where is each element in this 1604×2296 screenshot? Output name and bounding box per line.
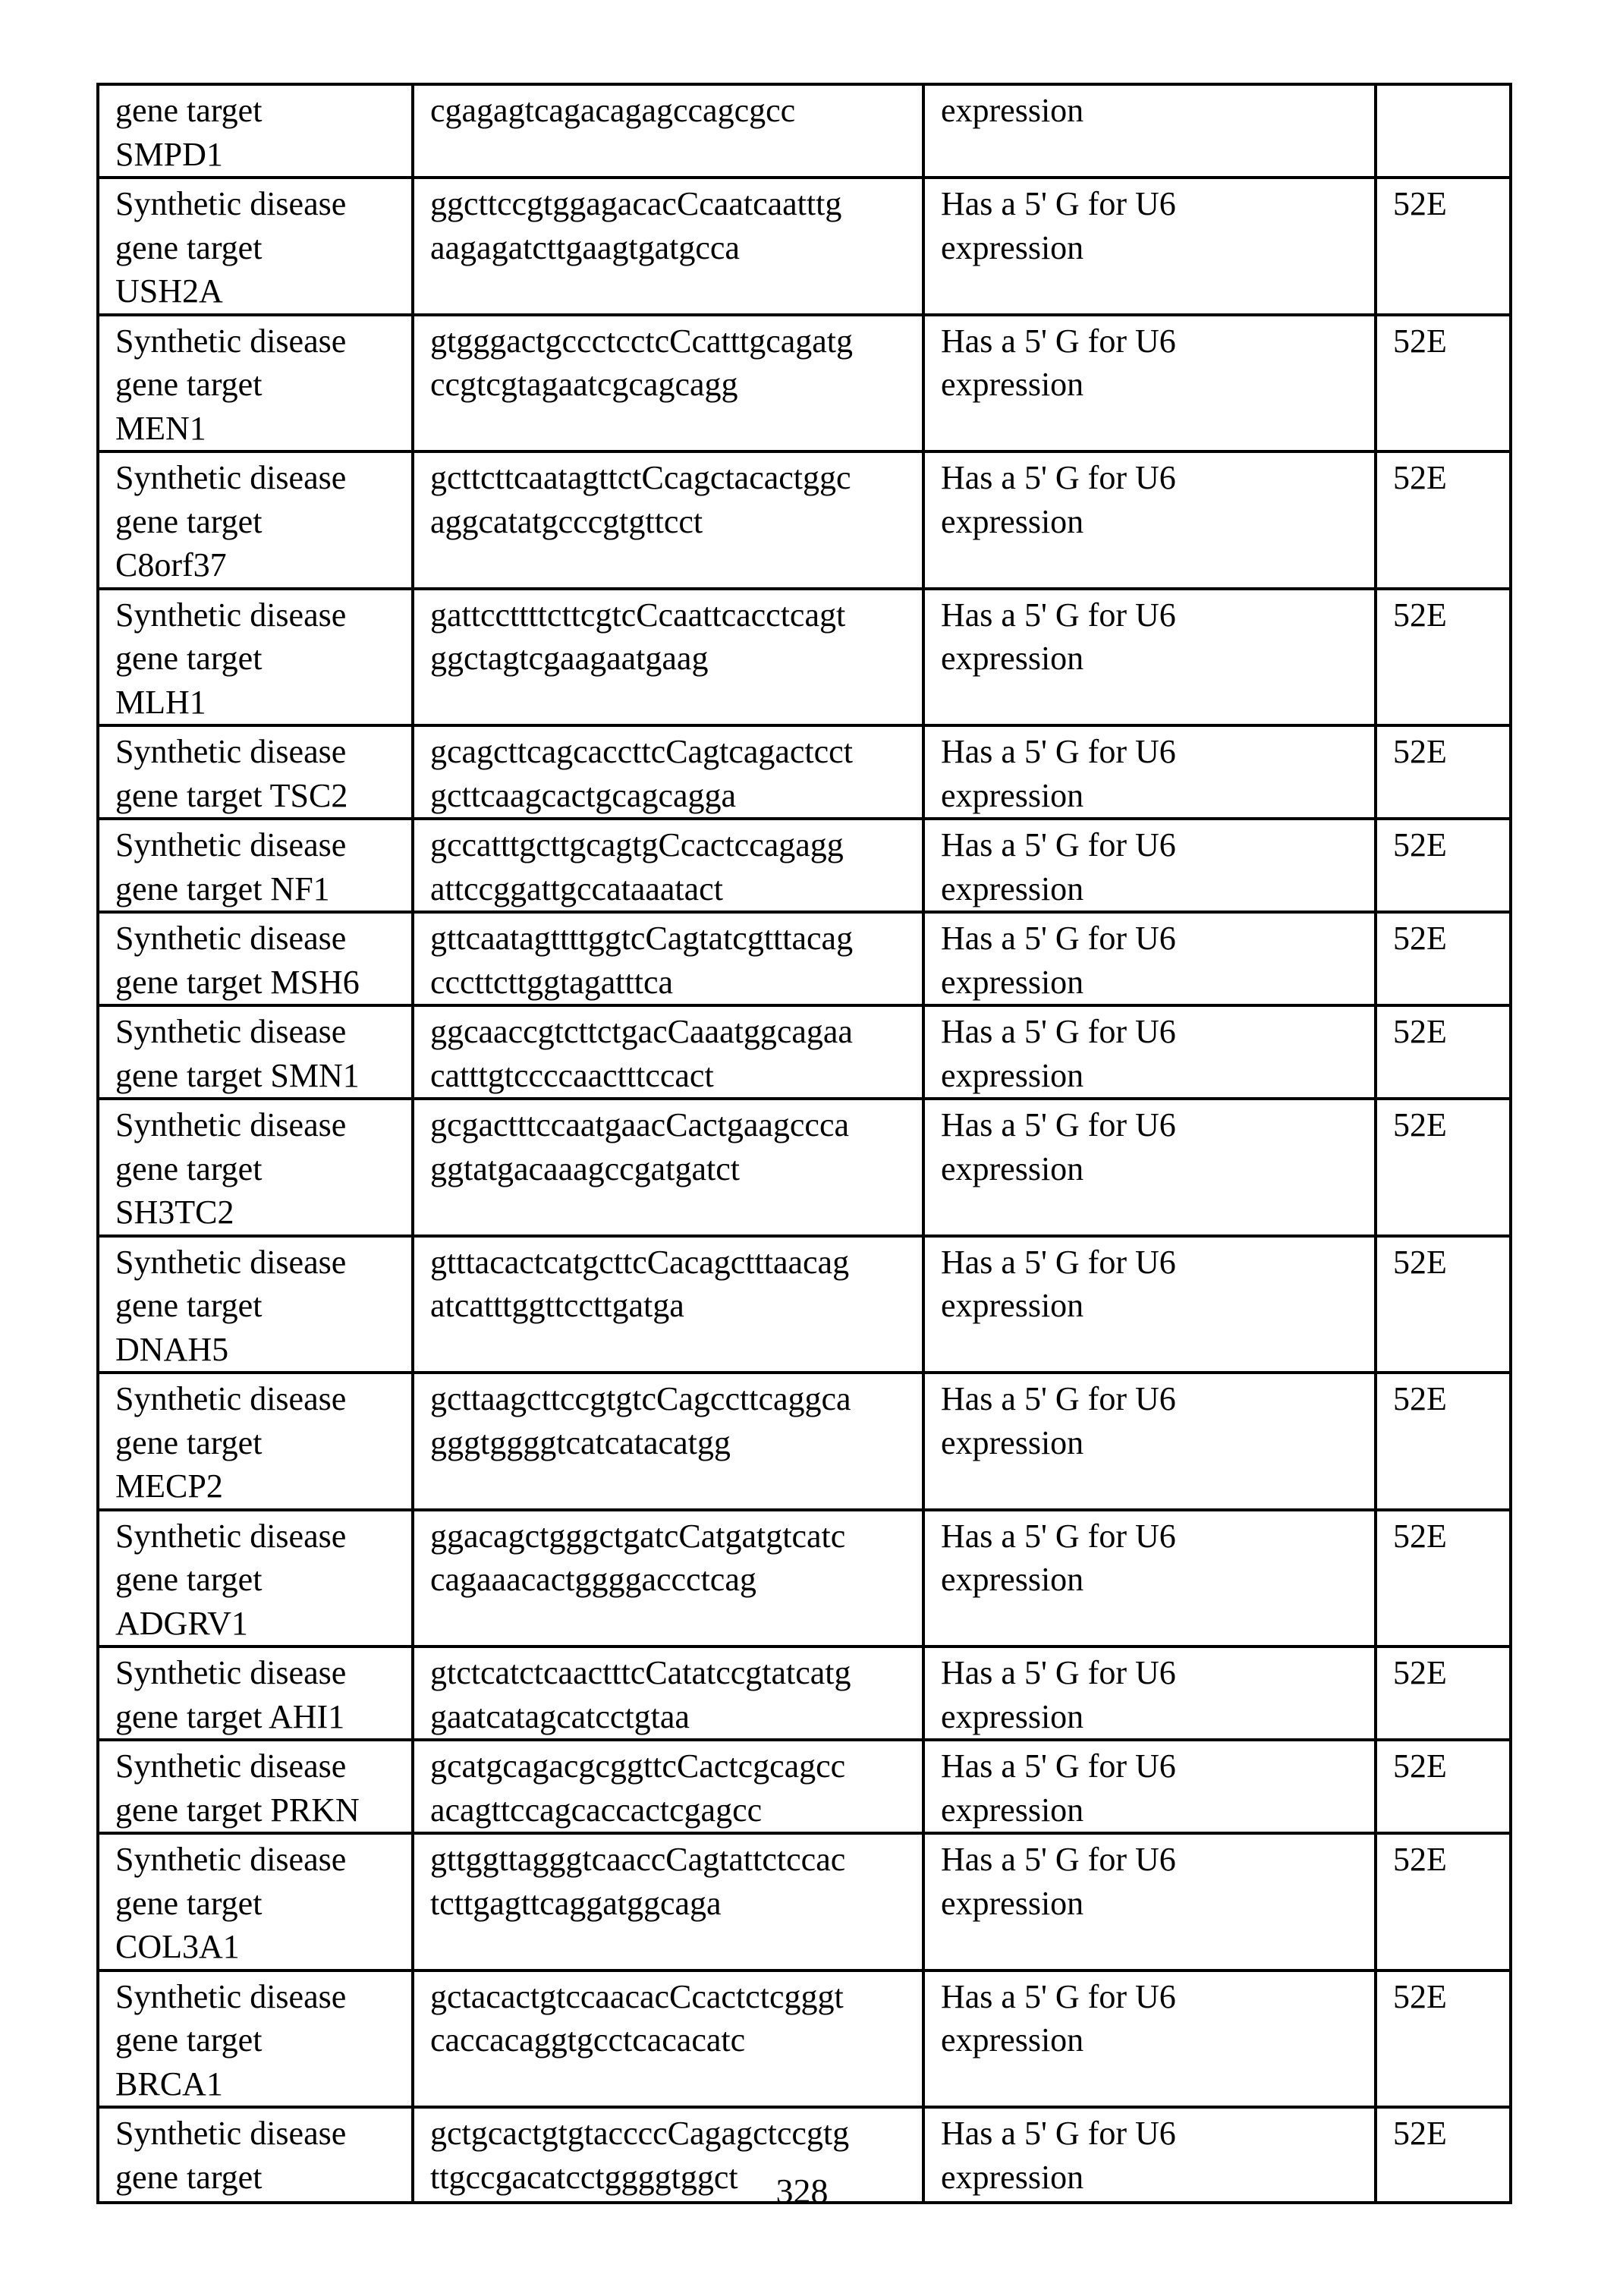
gene-target-text: gene target xyxy=(115,1882,404,1926)
note-text: Has a 5' G for U6 xyxy=(941,182,1367,226)
note-cell xyxy=(923,1647,1376,1740)
note-text: expression xyxy=(941,1421,1367,1465)
gene-target-text: Synthetic disease xyxy=(115,182,404,226)
figure-cell xyxy=(1376,1833,1511,1970)
gene-target-cell xyxy=(98,84,413,178)
sequence-cell xyxy=(413,1970,923,2108)
sequence-text: gcgactttccaatgaacCactgaagccca xyxy=(430,1103,916,1147)
figure-reference: 52E xyxy=(1393,1241,1502,1285)
gene-target-text: MLH1 xyxy=(115,681,404,725)
sequence-cell xyxy=(413,1005,923,1099)
gene-target-text: Synthetic disease xyxy=(115,1377,404,1421)
note-text: expression xyxy=(941,226,1367,270)
gene-target-cell xyxy=(98,912,413,1005)
figure-cell xyxy=(1376,1740,1511,1833)
note-text: Has a 5' G for U6 xyxy=(941,823,1367,867)
sequence-text: acagttccagcaccactcgagcc xyxy=(430,1788,916,1832)
figure-reference: 52E xyxy=(1393,593,1502,637)
note-cell xyxy=(923,451,1376,589)
gene-target-text: gene target xyxy=(115,226,404,270)
table-row xyxy=(98,451,1511,589)
sequence-text: gccatttgcttgcagtgCcactccagagg xyxy=(430,823,916,867)
sequence-cell xyxy=(413,84,923,178)
note-cell xyxy=(923,1236,1376,1373)
sequence-text: gttggttagggtcaaccCagtattctccac xyxy=(430,1838,916,1882)
sequence-cell xyxy=(413,451,923,589)
gene-target-text: Synthetic disease xyxy=(115,730,404,774)
figure-cell xyxy=(1376,451,1511,589)
gene-target-text: Synthetic disease xyxy=(115,823,404,867)
sequence-cell xyxy=(413,178,923,315)
sequence-text: atcatttggttccttgatga xyxy=(430,1284,916,1328)
sequence-text: gaatcatagcatcctgtaa xyxy=(430,1695,916,1739)
guide-sequence-table xyxy=(96,83,1512,2204)
gene-target-text: gene target xyxy=(115,500,404,544)
figure-reference: 52E xyxy=(1393,456,1502,500)
gene-target-text: Synthetic disease xyxy=(115,1103,404,1147)
figure-reference: 52E xyxy=(1393,730,1502,774)
note-text: Has a 5' G for U6 xyxy=(941,456,1367,500)
note-text: expression xyxy=(941,637,1367,681)
gene-target-text: C8orf37 xyxy=(115,543,404,587)
note-cell xyxy=(923,178,1376,315)
sequence-text: gtctcatctcaactttcCatatccgtatcatg xyxy=(430,1651,916,1695)
table-row xyxy=(98,1373,1511,1510)
gene-target-text: Synthetic disease xyxy=(115,1838,404,1882)
gene-target-cell xyxy=(98,315,413,452)
note-cell xyxy=(923,1833,1376,1970)
note-text: Has a 5' G for U6 xyxy=(941,917,1367,961)
sequence-text: gggtggggtcatcatacatgg xyxy=(430,1421,916,1465)
sequence-cell xyxy=(413,819,923,912)
sequence-text: gcagcttcagcaccttcCagtcagactcct xyxy=(430,730,916,774)
note-text: expression xyxy=(941,500,1367,544)
note-text: expression xyxy=(941,1284,1367,1328)
table-row xyxy=(98,725,1511,819)
sequence-text: ccgtcgtagaatcgcagcagg xyxy=(430,363,916,407)
gene-target-text: SMPD1 xyxy=(115,133,404,177)
gene-target-cell xyxy=(98,819,413,912)
gene-target-cell xyxy=(98,1099,413,1236)
table-row xyxy=(98,1833,1511,1970)
figure-reference: 52E xyxy=(1393,1838,1502,1882)
table-row xyxy=(98,1510,1511,1647)
note-text: Has a 5' G for U6 xyxy=(941,1241,1367,1285)
figure-reference: 52E xyxy=(1393,1651,1502,1695)
figure-cell xyxy=(1376,589,1511,726)
sequence-text: caccacaggtgcctcacacatc xyxy=(430,2018,916,2062)
gene-target-text: gene target xyxy=(115,1421,404,1465)
gene-target-text: gene target TSC2 xyxy=(115,774,404,818)
note-text: expression xyxy=(941,1788,1367,1832)
sequence-text: gctgcactgtgtaccccCagagctccgtg xyxy=(430,2112,916,2156)
note-cell xyxy=(923,725,1376,819)
gene-target-cell xyxy=(98,1510,413,1647)
gene-target-text: Synthetic disease xyxy=(115,456,404,500)
sequence-text: ggacagctgggctgatcCatgatgtcatc xyxy=(430,1514,916,1558)
gene-target-text: gene target xyxy=(115,637,404,681)
table-row xyxy=(98,589,1511,726)
note-cell xyxy=(923,1970,1376,2108)
sequence-cell xyxy=(413,1647,923,1740)
note-text: expression xyxy=(941,961,1367,1005)
sequence-text: cagaaacactggggaccctcag xyxy=(430,1558,916,1602)
gene-target-text: gene target xyxy=(115,89,404,133)
figure-cell xyxy=(1376,912,1511,1005)
gene-target-text: gene target xyxy=(115,1558,404,1602)
sequence-cell xyxy=(413,1236,923,1373)
gene-target-text: gene target PRKN xyxy=(115,1788,404,1832)
gene-target-cell xyxy=(98,451,413,589)
note-cell xyxy=(923,1740,1376,1833)
gene-target-text: COL3A1 xyxy=(115,1925,404,1969)
figure-reference: 52E xyxy=(1393,1377,1502,1421)
gene-target-text: Synthetic disease xyxy=(115,1651,404,1695)
gene-target-text: gene target xyxy=(115,1147,404,1191)
table-row xyxy=(98,315,1511,452)
note-text: Has a 5' G for U6 xyxy=(941,319,1367,363)
note-text: Has a 5' G for U6 xyxy=(941,1377,1367,1421)
table-row xyxy=(98,1005,1511,1099)
sequence-text: ggcttccgtggagacacCcaatcaatttg xyxy=(430,182,916,226)
table-row xyxy=(98,1236,1511,1373)
figure-cell xyxy=(1376,84,1511,178)
sequence-cell xyxy=(413,912,923,1005)
note-text: expression xyxy=(941,1054,1367,1098)
gene-target-text: MECP2 xyxy=(115,1464,404,1508)
figure-cell xyxy=(1376,1970,1511,2108)
figure-reference: 52E xyxy=(1393,319,1502,363)
gene-target-cell xyxy=(98,1373,413,1510)
sequence-cell xyxy=(413,725,923,819)
note-cell xyxy=(923,1510,1376,1647)
figure-reference: 52E xyxy=(1393,917,1502,961)
figure-reference: 52E xyxy=(1393,2112,1502,2156)
gene-target-text: gene target xyxy=(115,2018,404,2062)
gene-target-cell xyxy=(98,1647,413,1740)
page-number: 328 xyxy=(0,2172,1604,2211)
table-row xyxy=(98,1740,1511,1833)
figure-reference: 52E xyxy=(1393,823,1502,867)
gene-target-cell xyxy=(98,1236,413,1373)
gene-target-text: gene target AHI1 xyxy=(115,1695,404,1739)
document-page xyxy=(0,0,1604,2296)
sequence-text: gcttaagcttccgtgtcCagccttcaggca xyxy=(430,1377,916,1421)
note-cell xyxy=(923,1005,1376,1099)
gene-target-text: Synthetic disease xyxy=(115,917,404,961)
gene-target-text: Synthetic disease xyxy=(115,319,404,363)
note-cell xyxy=(923,912,1376,1005)
sequence-cell xyxy=(413,315,923,452)
sequence-cell xyxy=(413,1373,923,1510)
figure-cell xyxy=(1376,1005,1511,1099)
gene-target-cell xyxy=(98,1833,413,1970)
gene-target-text: ADGRV1 xyxy=(115,1602,404,1646)
note-cell xyxy=(923,1099,1376,1236)
figure-cell xyxy=(1376,1373,1511,1510)
figure-cell xyxy=(1376,819,1511,912)
figure-cell xyxy=(1376,725,1511,819)
sequence-text: cgagagtcagacagagccagcgcc xyxy=(430,89,916,133)
note-text: Has a 5' G for U6 xyxy=(941,2112,1367,2156)
figure-cell xyxy=(1376,1236,1511,1373)
sequence-text: gtttacactcatgcttcCacagctttaacag xyxy=(430,1241,916,1285)
note-text: Has a 5' G for U6 xyxy=(941,1838,1367,1882)
sequence-text: gattccttttcttcgtcCcaattcacctcagt xyxy=(430,593,916,637)
sequence-text: ttgccgacatcctggggtggct xyxy=(430,2156,916,2200)
sequence-text: gctacactgtccaacacCcactctcgggt xyxy=(430,1975,916,2019)
note-text: expression xyxy=(941,363,1367,407)
sequence-text: tcttgagttcaggatggcaga xyxy=(430,1882,916,1926)
figure-cell xyxy=(1376,1647,1511,1740)
note-text: Has a 5' G for U6 xyxy=(941,1010,1367,1054)
sequence-text: aggcatatgcccgtgttcct xyxy=(430,500,916,544)
figure-reference: 52E xyxy=(1393,1975,1502,2019)
sequence-text: cccttcttggtagatttca xyxy=(430,961,916,1005)
sequence-cell xyxy=(413,1510,923,1647)
sequence-text: ggcaaccgtcttctgacCaaatggcagaa xyxy=(430,1010,916,1054)
sequence-cell xyxy=(413,1833,923,1970)
note-text: Has a 5' G for U6 xyxy=(941,1514,1367,1558)
note-cell xyxy=(923,819,1376,912)
table-row xyxy=(98,819,1511,912)
note-cell xyxy=(923,315,1376,452)
note-text: expression xyxy=(941,89,1367,133)
figure-cell xyxy=(1376,178,1511,315)
sequence-text: gcttcaagcactgcagcagga xyxy=(430,774,916,818)
note-text: expression xyxy=(941,867,1367,911)
gene-target-cell xyxy=(98,1970,413,2108)
figure-cell xyxy=(1376,315,1511,452)
figure-reference: 52E xyxy=(1393,1103,1502,1147)
gene-target-text: SH3TC2 xyxy=(115,1190,404,1234)
note-cell xyxy=(923,1373,1376,1510)
sequence-cell xyxy=(413,1099,923,1236)
gene-target-cell xyxy=(98,1740,413,1833)
gene-target-text: Synthetic disease xyxy=(115,1010,404,1054)
note-text: expression xyxy=(941,1695,1367,1739)
note-cell xyxy=(923,589,1376,726)
note-cell xyxy=(923,84,1376,178)
gene-target-text: BRCA1 xyxy=(115,2062,404,2106)
note-text: Has a 5' G for U6 xyxy=(941,730,1367,774)
gene-target-text: DNAH5 xyxy=(115,1328,404,1372)
figure-reference: 52E xyxy=(1393,1514,1502,1558)
note-text: expression xyxy=(941,1147,1367,1191)
gene-target-text: Synthetic disease xyxy=(115,1514,404,1558)
note-text: Has a 5' G for U6 xyxy=(941,1651,1367,1695)
sequence-cell xyxy=(413,589,923,726)
note-text: Has a 5' G for U6 xyxy=(941,1103,1367,1147)
figure-reference: 52E xyxy=(1393,182,1502,226)
figure-reference: 52E xyxy=(1393,1010,1502,1054)
gene-target-text: Synthetic disease xyxy=(115,1744,404,1788)
note-text: expression xyxy=(941,1882,1367,1926)
gene-target-cell xyxy=(98,178,413,315)
gene-target-text: gene target xyxy=(115,2156,404,2200)
figure-cell xyxy=(1376,1510,1511,1647)
note-text: expression xyxy=(941,2018,1367,2062)
sequence-text: aagagatcttgaagtgatgcca xyxy=(430,226,916,270)
gene-target-text: gene target xyxy=(115,1284,404,1328)
gene-target-text: Synthetic disease xyxy=(115,1975,404,2019)
sequence-text: ggctagtcgaagaatgaag xyxy=(430,637,916,681)
gene-target-text: gene target MSH6 xyxy=(115,961,404,1005)
gene-target-cell xyxy=(98,1005,413,1099)
gene-target-text: gene target NF1 xyxy=(115,867,404,911)
note-text: Has a 5' G for U6 xyxy=(941,593,1367,637)
table-row xyxy=(98,912,1511,1005)
sequence-text: attccggattgccataaatact xyxy=(430,867,916,911)
gene-target-cell xyxy=(98,725,413,819)
sequence-text: ggtatgacaaagccgatgatct xyxy=(430,1147,916,1191)
gene-target-text: Synthetic disease xyxy=(115,1241,404,1285)
gene-target-text: gene target SMN1 xyxy=(115,1054,404,1098)
sequence-text: gcatgcagacgcggttcCactcgcagcc xyxy=(430,1744,916,1788)
gene-target-text: Synthetic disease xyxy=(115,2112,404,2156)
figure-reference: 52E xyxy=(1393,1744,1502,1788)
gene-target-text: Synthetic disease xyxy=(115,593,404,637)
table-body xyxy=(98,84,1511,2203)
note-text: expression xyxy=(941,774,1367,818)
note-text: Has a 5' G for U6 xyxy=(941,1975,1367,2019)
sequence-text: catttgtccccaactttccact xyxy=(430,1054,916,1098)
sequence-text: gcttcttcaatagttctCcagctacactggc xyxy=(430,456,916,500)
figure-cell xyxy=(1376,1099,1511,1236)
table-row xyxy=(98,178,1511,315)
sequence-text: gtgggactgccctcctcCcatttgcagatg xyxy=(430,319,916,363)
gene-target-cell xyxy=(98,589,413,726)
gene-target-text: MEN1 xyxy=(115,407,404,451)
table-row xyxy=(98,84,1511,178)
note-text: Has a 5' G for U6 xyxy=(941,1744,1367,1788)
gene-target-text: USH2A xyxy=(115,269,404,313)
gene-target-text: gene target xyxy=(115,363,404,407)
table-row xyxy=(98,1647,1511,1740)
table-row xyxy=(98,1099,1511,1236)
sequence-text: gttcaatagttttggtcCagtatcgtttacag xyxy=(430,917,916,961)
table-row xyxy=(98,1970,1511,2108)
note-text: expression xyxy=(941,2156,1367,2200)
sequence-cell xyxy=(413,1740,923,1833)
note-text: expression xyxy=(941,1558,1367,1602)
